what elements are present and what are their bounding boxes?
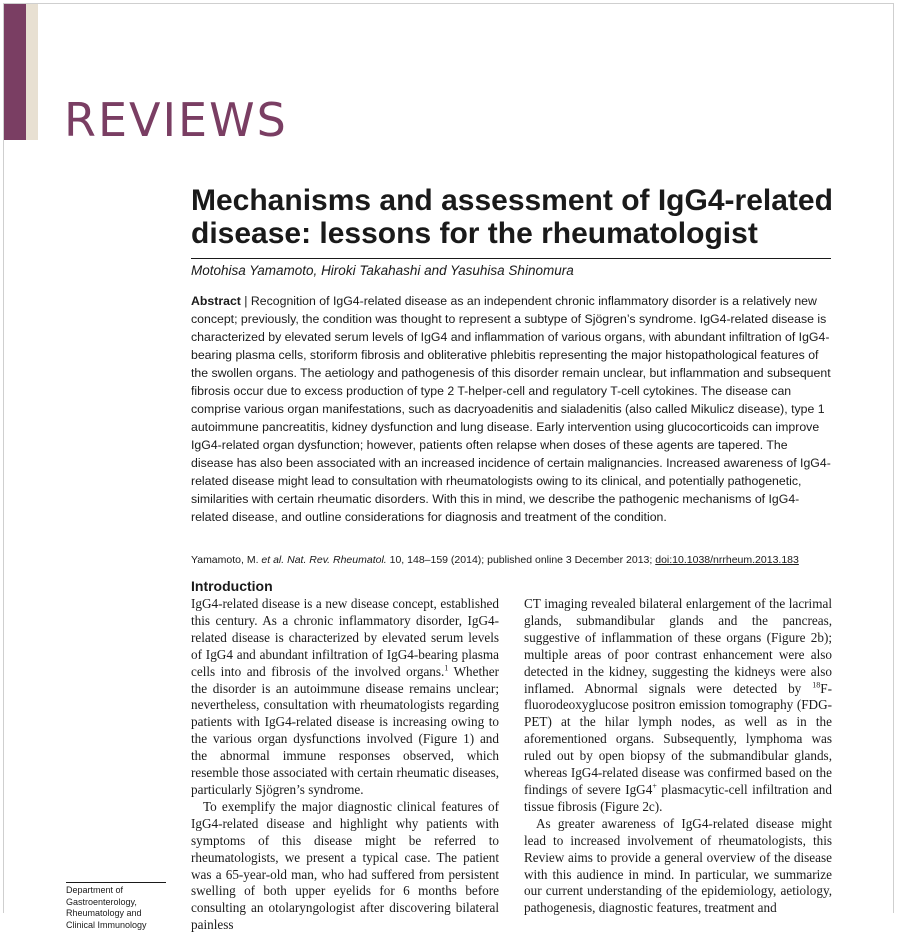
superscript: + [652,781,657,791]
abstract-label: Abstract [191,294,241,308]
paragraph [524,596,832,816]
title-divider [191,258,831,259]
citation-author: Yamamoto, M. [191,554,262,566]
body-column-left [191,596,499,934]
author-affiliation: Department of Gastroenterology, Rheumatology and Clinical Immunology [66,885,147,930]
doi-link[interactable]: doi:10.1038/nrrheum.2013.183 [655,554,799,566]
paragraph: As greater awareness of IgG4-related disease might lead to increased involvement of rheumatologists, this Review aims to provide a general overview of the disease with this audience in mind. In particular, we summarize our current understanding of the epidemiology, aetiology, pathogenesis, diagnostic features, treatment and [524,815,832,916]
journal-color-bar [4,4,26,140]
section-heading-introduction: Introduction [191,578,273,594]
abstract-text: Recognition of IgG4-related disease as an independent chronic inflammatory disorder is a relatively new concept; previously, the condition was thought to represent a subtype of Sjögren’s syndrome. IgG4-related disease is characterized by elevated serum levels of IgG4 and inflammation of various organs, with abundant infiltration of IgG4-bearing plasma cells, storiform fibrosis and obliterative phlebitis representing the major histopathological features of the swollen organs. The aetiology and pathogenesis of this disorder remain unclear, but inflammation and subsequent fibrosis occur due to excess production of type 2 T-helper-cell and regulatory T-cell cytokines. The disease can comprise various organ manifestations, such as dacryoadenitis and sialadenitis (also called Mikulicz disease), type 1 autoimmune pancreatitis, kidney dysfunction and lung disease. Early intervention using glucocorticoids can improve IgG4-related organ dysfunction; however, patients often relapse when doses of these agents are tapered. The disease has also been associated with an increased incidence of certain malignancies. Increased awareness of IgG4-related disease might lead to consultation with rheumatologists owing to its clinical, and potentially pathogenetic, similarities with certain rheumatic disorders. With this in mind, we describe the pathogenic mechanisms of IgG4-related disease, and outline considerations for diagnosis and treatment of the condition. [191,294,831,524]
citation-journal: Nat. Rev. Rheumatol. [284,554,387,566]
affiliation-divider [66,882,166,883]
abstract [191,292,831,526]
paragraph: To exemplify the major diagnostic clinical features of IgG4-related disease and highlight why patients with symptoms of this disease might be referred to rheumatologists, we present a typical case. The patient was a 65-year-old man, who had suffered from persistent swelling of both upper eyelids for 6 months before consulting an otolaryngologist after discovering bilateral painless [191,798,499,933]
citation-line [191,553,841,567]
citation-details: 10, 148–159 (2014); published online 3 December 2013; [386,554,656,566]
superscript: 18 [812,680,821,690]
journal-accent-bar [26,4,38,140]
paragraph [191,596,499,799]
reference-marker[interactable]: 1 [444,663,449,673]
abstract-separator: | [240,294,251,308]
citation-etal: et al. [261,554,285,566]
article-title: Mechanisms and assessment of IgG4-related disease: lessons for the rheumatologist [191,184,833,250]
paragraph-text: CT imaging revealed bilateral enlargement of the lacrimal glands, submandibular glands and the pancreas, suggestive of inflammation of these organs (Figure 2b); multiple areas of poor contrast enhancement were also detected in the kidney, suggesting the kidneys were also inflamed. Abnormal signals were detected by [524,596,832,696]
paragraph-text: Whether the disorder is an autoimmune disease remains unclear; nevertheless, consultation with rheumatologists regarding patients with IgG4-related disease is increasing owing to the various organ dysfunctions involved (Figure 1) and the abnormal immune responses observed, which resemble those associated with certain rheumatic diseases, particularly Sjögren’s syndrome. [191,663,499,797]
paragraph-text: F-fluorodeoxyglucose positron emission tomography (FDG-PET) at the hilar lymph nodes, as well as in the aforementioned organs. Subsequently, lymphoma was ruled out by open biopsy of the submandibular glands, whereas IgG4-related disease was confirmed based on the findings of severe IgG4 [524,680,832,797]
section-label: REVIEWS [64,93,288,147]
paragraph-text: IgG4-related disease is a new disease concept, established this century. As a chronic inflammatory disorder, IgG4-related disease is characterized by elevated serum levels of IgG4 and abundant infiltration of IgG4-bearing plasma cells into and fibrosis of the involved organs. [191,596,499,679]
body-column-right [524,596,832,917]
paragraph-text: plasmacytic-cell infiltration and tissue fibrosis (Figure 2c). [524,781,832,814]
author-list: Motohisa Yamamoto, Hiroki Takahashi and Yasuhisa Shinomura [191,263,574,278]
